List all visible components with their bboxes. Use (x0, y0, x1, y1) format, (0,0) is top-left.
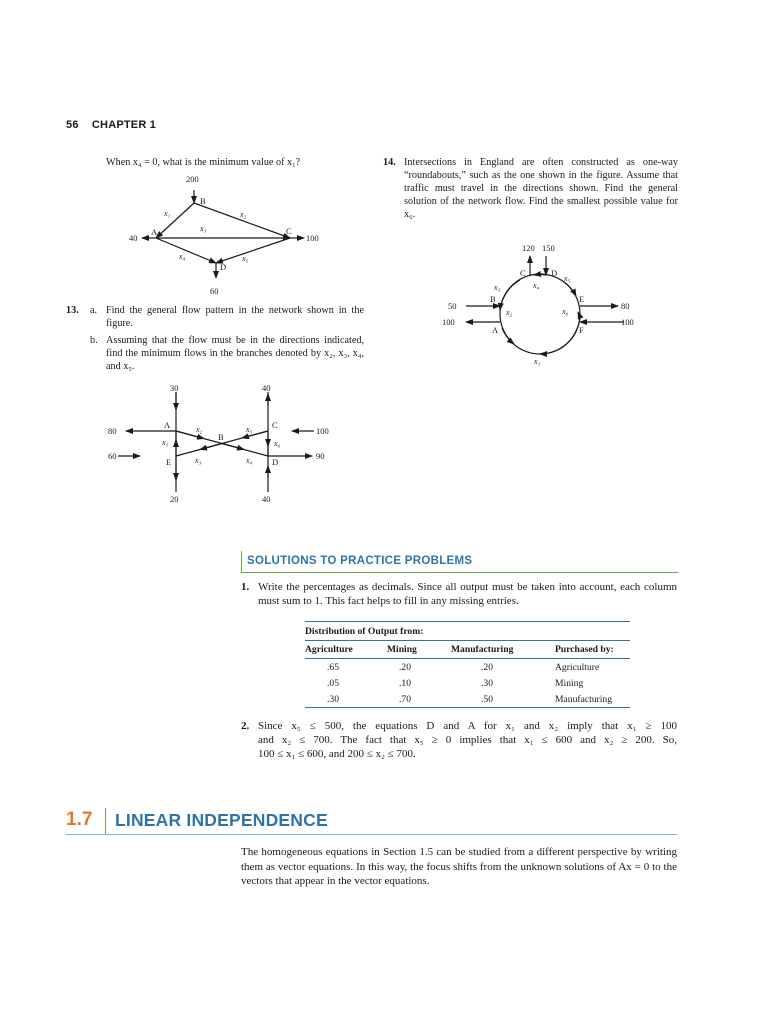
table-header-row (305, 641, 630, 659)
roundabout-figure-14 (436, 240, 648, 372)
problem-12-question: When x₄ = 0, what is the minimum value of x₁? (106, 157, 301, 168)
table-row (305, 691, 630, 708)
branch-label-x3: x₃ (195, 456, 202, 465)
solution-2-number: 2. (241, 720, 250, 732)
node-f: F (579, 325, 584, 335)
label-90: 90 (316, 451, 325, 461)
table-cell: Mining (555, 677, 584, 689)
label-40: 40 (129, 233, 138, 243)
problem-14-number: 14. (383, 157, 396, 168)
branch-label-x4: x₄ (179, 252, 186, 261)
node-a: A (151, 227, 158, 237)
node-c: C (272, 420, 278, 430)
distribution-table (305, 621, 630, 708)
node-b: B (490, 294, 496, 304)
label-100-right: 100 (621, 317, 634, 327)
branch-label-x4: x₄ (533, 281, 540, 290)
node-d: D (220, 262, 227, 272)
branch-label-x2: x₂ (196, 425, 203, 434)
solution-1-text: Write the percentages as decimals. Since all output must be taken into account, each column must sum to 1. This fact helps to fill in any missing entries. (258, 581, 677, 607)
label-150: 150 (542, 243, 555, 253)
table-cell: .65 (327, 661, 339, 673)
problem-13-number: 13. (66, 305, 79, 316)
label-40-top: 40 (262, 383, 271, 393)
node-d: D (551, 268, 558, 278)
node-c: C (286, 226, 292, 236)
table-row (305, 659, 630, 676)
branch-label-x2: x₂ (506, 308, 513, 317)
branch-label-x6: x₆ (274, 439, 281, 448)
label-50: 50 (448, 301, 457, 311)
table-caption: Distribution of Output from: (305, 622, 630, 641)
branch-label-x1: x₁ (534, 357, 541, 366)
branch-label-x3: x₃ (494, 283, 501, 292)
table-cell: .70 (387, 691, 451, 708)
table-cell: Agriculture (555, 661, 600, 673)
label-100: 100 (316, 426, 329, 436)
section-number: 1.7 (66, 809, 93, 830)
section-intro: The homogeneous equations in Section 1.5 can be studied from a different perspective by writing them as vector equations. In this way, the focus shifts from the unknown solutions of Ax = 0 to the vectors that appear in the vector equations. (241, 846, 677, 887)
problem-14-text: Intersections in England are often constructed as one-way “roundabouts,” such as the one shown in the figure. Assume that traffic must travel in the directions shown. Find the general solution of the network flow. Find the smallest possible value for x₆. (404, 157, 678, 220)
label-40-bottom: 40 (262, 494, 271, 504)
branch-x1 (156, 203, 194, 238)
node-b: B (200, 196, 206, 206)
col-mining: Mining (387, 641, 451, 659)
network-figure-13 (108, 380, 340, 508)
node-c: C (520, 268, 526, 278)
col-manufacturing: Manufacturing (451, 641, 555, 659)
solution-2-line-3: 100 ≤ x₁ ≤ 600, and 200 ≤ x₂ ≤ 700. (258, 748, 416, 760)
page-number: 56 (66, 119, 79, 131)
label-100: 100 (306, 233, 319, 243)
node-e: E (579, 294, 585, 304)
section-divider (105, 808, 106, 834)
branch-x2 (194, 203, 290, 238)
branch-label-x5: x₅ (246, 425, 253, 434)
label-200: 200 (186, 174, 199, 184)
node-b: B (218, 432, 224, 442)
table-cell: .20 (399, 661, 411, 673)
branch-x5 (216, 238, 290, 263)
branch-label-x6: x₆ (562, 307, 569, 316)
label-30: 30 (170, 383, 179, 393)
label-60: 60 (210, 286, 219, 296)
running-head (66, 119, 156, 131)
branch-label-x1: x₁ (162, 438, 169, 447)
table-cell: .20 (481, 661, 493, 673)
branch-label-x3: x₃ (200, 224, 207, 233)
table-cell: .30 (305, 691, 387, 708)
label-100-left: 100 (442, 317, 455, 327)
problem-13a-label: a. (90, 305, 98, 316)
section-title: LINEAR INDEPENDENCE (115, 810, 328, 830)
branch-label-x1: x₁ (164, 209, 171, 218)
table-cell: .10 (399, 677, 411, 689)
branch-x4 (156, 238, 216, 263)
problem-13b-label: b. (90, 335, 98, 346)
node-a: A (492, 325, 499, 335)
col-purchased-by: Purchased by: (555, 641, 630, 659)
solution-1-number: 1. (241, 581, 250, 593)
branch-label-x5: x₅ (242, 254, 249, 263)
label-80: 80 (108, 426, 117, 436)
solution-2-line-1: Since x₅ ≤ 500, the equations D and A for x₁ and x₂ imply that x₁ ≥ 100 (258, 720, 677, 732)
problem-13a-text: Find the general flow pattern in the network shown in the figure. (106, 305, 364, 329)
table-cell: Manufacturing (555, 691, 630, 708)
label-80: 80 (621, 301, 630, 311)
chapter-label: CHAPTER 1 (91, 119, 157, 131)
branch-label-x5: x₅ (564, 274, 571, 283)
branch-label-x2: x₂ (240, 210, 247, 219)
table-row (305, 675, 630, 691)
label-20: 20 (170, 494, 179, 504)
table-cell: .05 (327, 677, 339, 689)
branch-label-x4: x₄ (246, 456, 253, 465)
solutions-heading: SOLUTIONS TO PRACTICE PROBLEMS (247, 555, 473, 567)
table-cell: .50 (451, 691, 555, 708)
col-agriculture: Agriculture (305, 641, 387, 659)
section-rule (66, 834, 677, 835)
solution-2-line-2: and x₂ ≤ 700. The fact that x₅ ≥ 0 implies that x₁ ≤ 600 and x₂ ≥ 200. So, (258, 734, 677, 746)
problem-13b-text: Assuming that the flow must be in the directions indicated, find the minimum flows in the branches denoted by x₂, x₃, x₄, and x₅. (106, 335, 364, 372)
network-figure-12 (118, 170, 330, 300)
table-cell: .30 (481, 677, 493, 689)
node-e: E (166, 457, 172, 467)
label-120: 120 (522, 243, 535, 253)
node-a: A (164, 420, 171, 430)
label-60: 60 (108, 451, 117, 461)
node-d: D (272, 457, 279, 467)
